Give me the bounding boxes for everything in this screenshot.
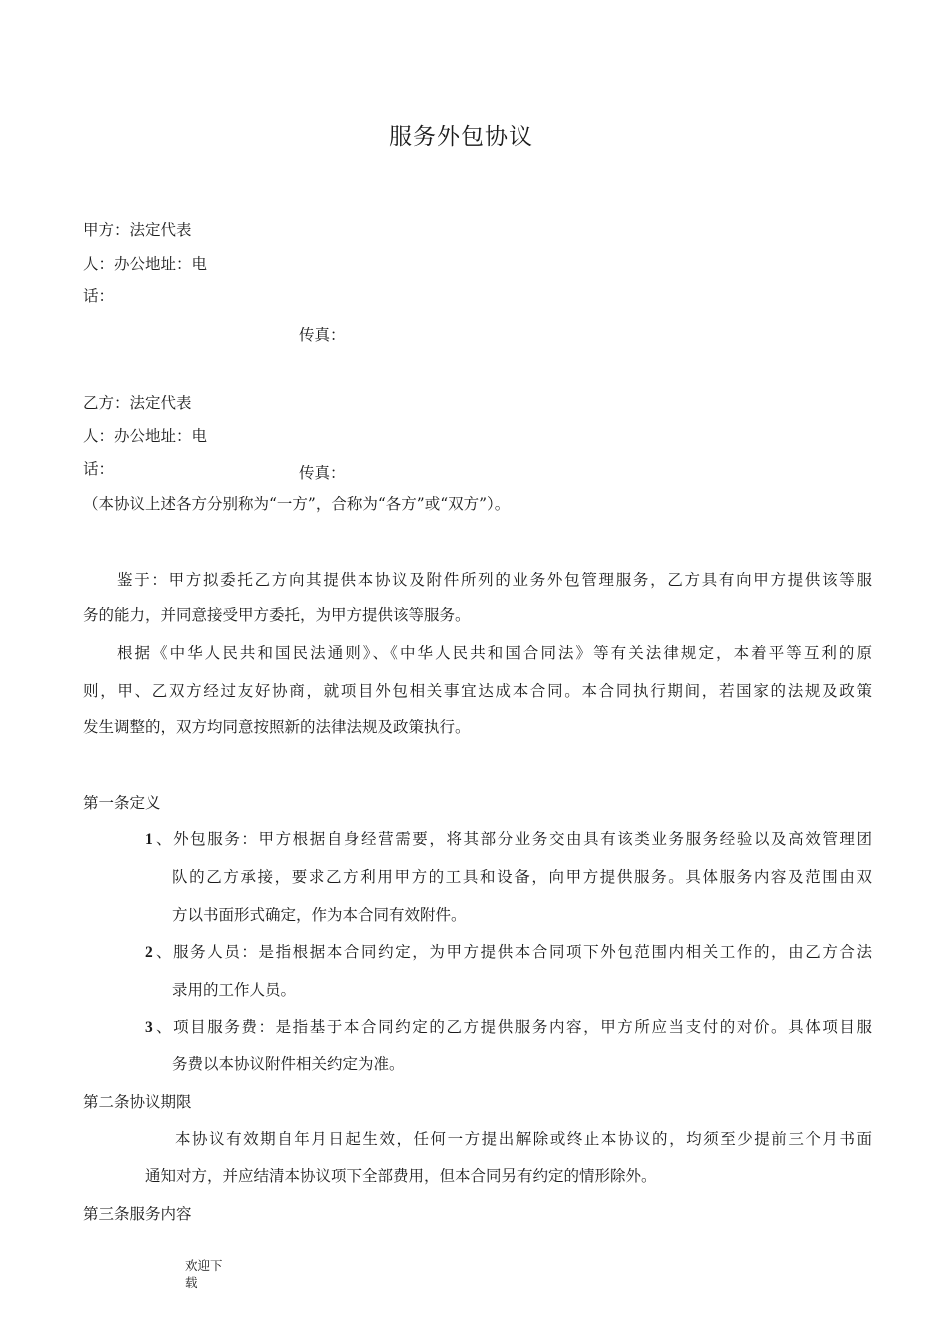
party-a-fax: 传真： — [299, 326, 346, 344]
party-a-line-2: 人：办公地址：电 — [83, 255, 208, 273]
parties-note: （本协议上述各方分别称为“一方”，合称为“各方”或“双方”）。 — [83, 495, 511, 513]
article-1-item-3-line-1: 、项目服务费：是指基于本合同约定的乙方提供服务内容，甲方所应当支付的对价。具体项目服 — [156, 1018, 872, 1036]
whereas-p2-line-3: 发生调整的，双方均同意按照新的法律法规及政策执行。 — [83, 718, 471, 736]
article-1-item-1-line-3: 方以书面形式确定，作为本合同有效附件。 — [172, 906, 467, 924]
article-1-item-3-line-2: 务费以本协议附件相关约定为准。 — [172, 1055, 405, 1073]
article-1-item-2-number: 2 — [145, 944, 153, 961]
article-1-item-3-number: 3 — [145, 1019, 153, 1036]
party-b-line-3: 话： — [83, 460, 115, 478]
whereas-p2-line-1: 根据《中华人民共和国民法通则》、《中华人民共和国合同法》等有关法律规定，本着平等互利的原 — [117, 644, 872, 662]
party-a-line-3: 话： — [83, 287, 115, 305]
article-1-item-1-line-1: 、外包服务：甲方根据自身经营需要，将其部分业务交由具有该类业务服务经验以及高效管理团 — [156, 830, 872, 848]
party-b-line-2: 人：办公地址：电 — [83, 427, 208, 445]
party-a-line-1: 甲方：法定代表 — [83, 221, 192, 239]
article-1-item-2-line-1: 、服务人员：是指根据本合同约定，为甲方提供本合同项下外包范围内相关工作的，由乙方合法 — [156, 943, 872, 961]
article-1-item-2-line-2: 录用的工作人员。 — [172, 981, 297, 999]
party-b-line-1: 乙方：法定代表 — [83, 394, 192, 412]
document-title: 服务外包协议 — [389, 124, 533, 150]
footer-text-line-2: 载 — [185, 1275, 198, 1290]
article-2-line-2: 通知对方，并应结清本协议项下全部费用，但本合同另有约定的情形除外。 — [145, 1167, 657, 1185]
party-b-fax: 传真： — [299, 464, 346, 482]
article-3-heading: 第三条服务内容 — [83, 1205, 192, 1223]
article-1-item-1-line-2: 队的乙方承接，要求乙方利用甲方的工具和设备，向甲方提供服务。具体服务内容及范围由双 — [172, 868, 872, 886]
article-1-item-1-number: 1 — [145, 831, 153, 848]
article-2-line-1: 本协议有效期自年月日起生效，任何一方提出解除或终止本协议的，均须至少提前三个月书面 — [175, 1130, 872, 1148]
article-1-heading: 第一条定义 — [83, 794, 161, 812]
footer-text-line-1: 欢迎下 — [185, 1258, 223, 1273]
whereas-p1-line-1: 鉴于：甲方拟委托乙方向其提供本协议及附件所列的业务外包管理服务，乙方具有向甲方提供该等服 — [117, 571, 872, 589]
whereas-p1-line-2: 务的能力，并同意接受甲方委托，为甲方提供该等服务。 — [83, 606, 471, 624]
article-2-heading: 第二条协议期限 — [83, 1093, 192, 1111]
whereas-p2-line-2: 则，甲、乙双方经过友好协商，就项目外包相关事宜达成本合同。本合同执行期间，若国家的法规及政策 — [83, 682, 872, 700]
